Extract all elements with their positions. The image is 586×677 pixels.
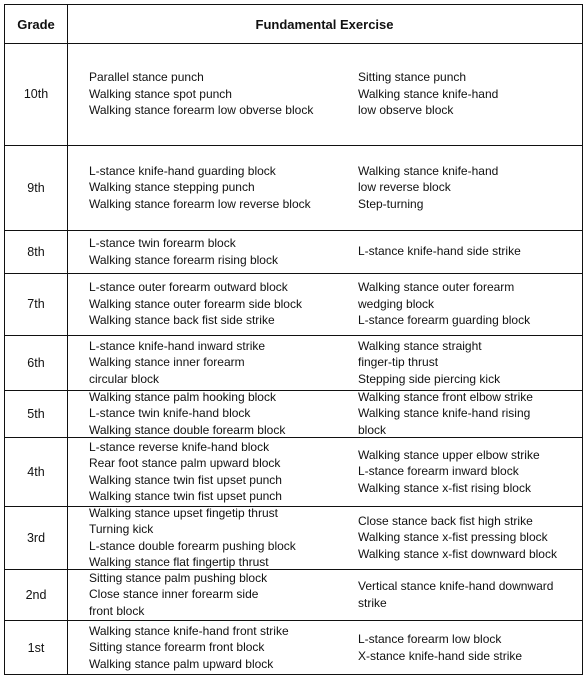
exercise-cell-left: [89, 569, 351, 620]
exercise-line: Rear foot stance palm upward block: [89, 456, 281, 470]
exercise-line: L-stance forearm inward block: [358, 464, 519, 479]
exercise-table: [4, 4, 583, 675]
exercise-cell-left: [89, 437, 351, 506]
exercise-line: low observe block: [358, 103, 454, 118]
exercise-line: Walking stance upper elbow strike: [358, 447, 540, 462]
exercise-line: L-stance forearm guarding block: [358, 313, 531, 328]
exercise-line: Walking stance forearm low obverse block: [89, 103, 314, 118]
exercise-line: Walking stance knife-hand rising: [358, 406, 531, 421]
exercise-line: Walking stance forearm low reverse block: [89, 196, 311, 211]
exercise-line: L-stance twin forearm block: [89, 236, 236, 250]
exercise-line: strike: [358, 595, 387, 610]
exercise-line: Walking stance stepping punch: [89, 180, 255, 195]
row-divider: [5, 230, 582, 231]
exercise-line: Turning kick: [89, 522, 154, 536]
row-divider: [5, 43, 582, 44]
row-divider: [5, 335, 582, 336]
exercise-line: Walking stance x-fist pressing block: [358, 530, 548, 545]
grade-cell: 9th: [27, 180, 45, 195]
exercise-line: Walking stance knife-hand: [358, 163, 499, 178]
exercise-line: block: [358, 422, 387, 437]
grade-cell: 3rd: [26, 530, 46, 545]
exercise-line: L-stance knife-hand inward strike: [89, 338, 266, 353]
exercise-cell-left: [89, 620, 351, 675]
exercise-line: Walking stance inner forearm: [89, 355, 245, 370]
exercise-line: Step-turning: [358, 196, 424, 211]
exercise-line: Sitting stance palm pushing block: [89, 570, 268, 585]
exercise-cell-right: [358, 620, 580, 675]
exercise-cell-left: [89, 230, 351, 273]
row-divider: [5, 620, 582, 621]
column-divider: [67, 5, 68, 674]
exercise-line: Walking stance spot punch: [89, 86, 232, 101]
grade-cell: 4th: [27, 464, 45, 479]
exercise-cell-right: [358, 335, 580, 390]
exercise-line: L-stance double forearm pushing block: [89, 538, 296, 553]
exercise-line: low reverse block: [358, 180, 451, 195]
exercise-cell-right: [358, 273, 580, 335]
exercise-line: Walking stance double forearm block: [89, 422, 286, 437]
exercise-line: L-stance twin knife-hand block: [89, 406, 251, 421]
row-divider: [5, 569, 582, 570]
exercise-cell-left: [89, 390, 351, 437]
exercise-cell-right: [358, 230, 580, 273]
exercise-line: L-stance forearm low block: [358, 632, 502, 646]
exercise-line: Walking stance palm upward block: [89, 656, 274, 671]
grade-cell: 10th: [23, 87, 49, 101]
exercise-line: Walking stance twin fist upset punch: [89, 489, 282, 503]
exercise-line: circular block: [89, 371, 160, 386]
exercise-line: Walking stance twin fist upset punch: [89, 472, 282, 487]
exercise-line: Close stance back fist high strike: [358, 513, 533, 528]
exercise-line: L-stance knife-hand side strike: [358, 244, 521, 259]
exercise-cell-right: [358, 506, 580, 569]
exercise-cell-right: [358, 390, 580, 437]
exercise-line: Walking stance straight: [358, 338, 482, 353]
exercise-line: L-stance reverse knife-hand block: [89, 439, 270, 454]
exercise-line: L-stance outer forearm outward block: [89, 280, 288, 295]
exercise-line: wedging block: [358, 296, 435, 311]
exercise-line: Vertical stance knife-hand downward: [358, 579, 554, 593]
exercise-cell-left: [89, 273, 351, 335]
exercise-cell-left: [89, 145, 351, 230]
exercise-line: Walking stance forearm rising block: [89, 252, 278, 267]
exercise-line: Walking stance flat fingertip thrust: [89, 555, 269, 569]
exercise-cell-right: [358, 43, 580, 145]
exercise-line: L-stance knife-hand guarding block: [89, 163, 276, 178]
exercise-line: X-stance knife-hand side strike: [358, 648, 523, 663]
exercise-line: Walking stance x-fist downward block: [358, 546, 557, 561]
grade-cell: 5th: [27, 406, 45, 421]
exercise-cell-left: [89, 506, 351, 569]
exercise-line: Walking stance outer forearm side block: [89, 296, 302, 311]
grade-column-header: Grade: [17, 16, 55, 32]
exercise-line: Walking stance knife-hand: [358, 86, 499, 101]
exercise-line: Sitting stance punch: [358, 70, 467, 85]
grade-cell: 2nd: [25, 587, 47, 602]
exercise-line: Stepping side piercing kick: [358, 371, 501, 386]
row-divider: [5, 145, 582, 146]
row-divider: [5, 273, 582, 274]
exercise-cell-right: [358, 569, 580, 620]
exercise-line: Walking stance back fist side strike: [89, 313, 275, 328]
exercise-line: Walking stance front elbow strike: [358, 389, 533, 404]
grade-cell: 6th: [27, 355, 45, 370]
exercise-line: Sitting stance forearm front block: [89, 640, 265, 655]
row-divider: [5, 390, 582, 391]
exercise-line: front block: [89, 603, 145, 618]
exercise-line: Close stance inner forearm side: [89, 587, 259, 602]
exercise-line: Walking stance upset fingetip thrust: [89, 505, 278, 520]
exercise-line: Parallel stance punch: [89, 70, 204, 85]
exercise-cell-left: [89, 335, 351, 390]
exercise-line: Walking stance palm hooking block: [89, 389, 276, 404]
row-divider: [5, 506, 582, 507]
exercise-cell-right: [358, 437, 580, 506]
exercise-line: Walking stance outer forearm: [358, 280, 515, 295]
grade-cell: 1st: [27, 640, 45, 655]
exercise-line: finger-tip thrust: [358, 355, 439, 370]
exercise-cell-left: [89, 43, 351, 145]
exercise-line: Walking stance knife-hand front strike: [89, 623, 289, 638]
exercise-column-header: Fundamental Exercise: [255, 16, 394, 32]
grade-cell: 7th: [27, 297, 45, 311]
row-divider: [5, 437, 582, 438]
exercise-line: Walking stance x-fist rising block: [358, 480, 531, 495]
grade-cell: 8th: [27, 244, 45, 259]
exercise-cell-right: [358, 145, 580, 230]
